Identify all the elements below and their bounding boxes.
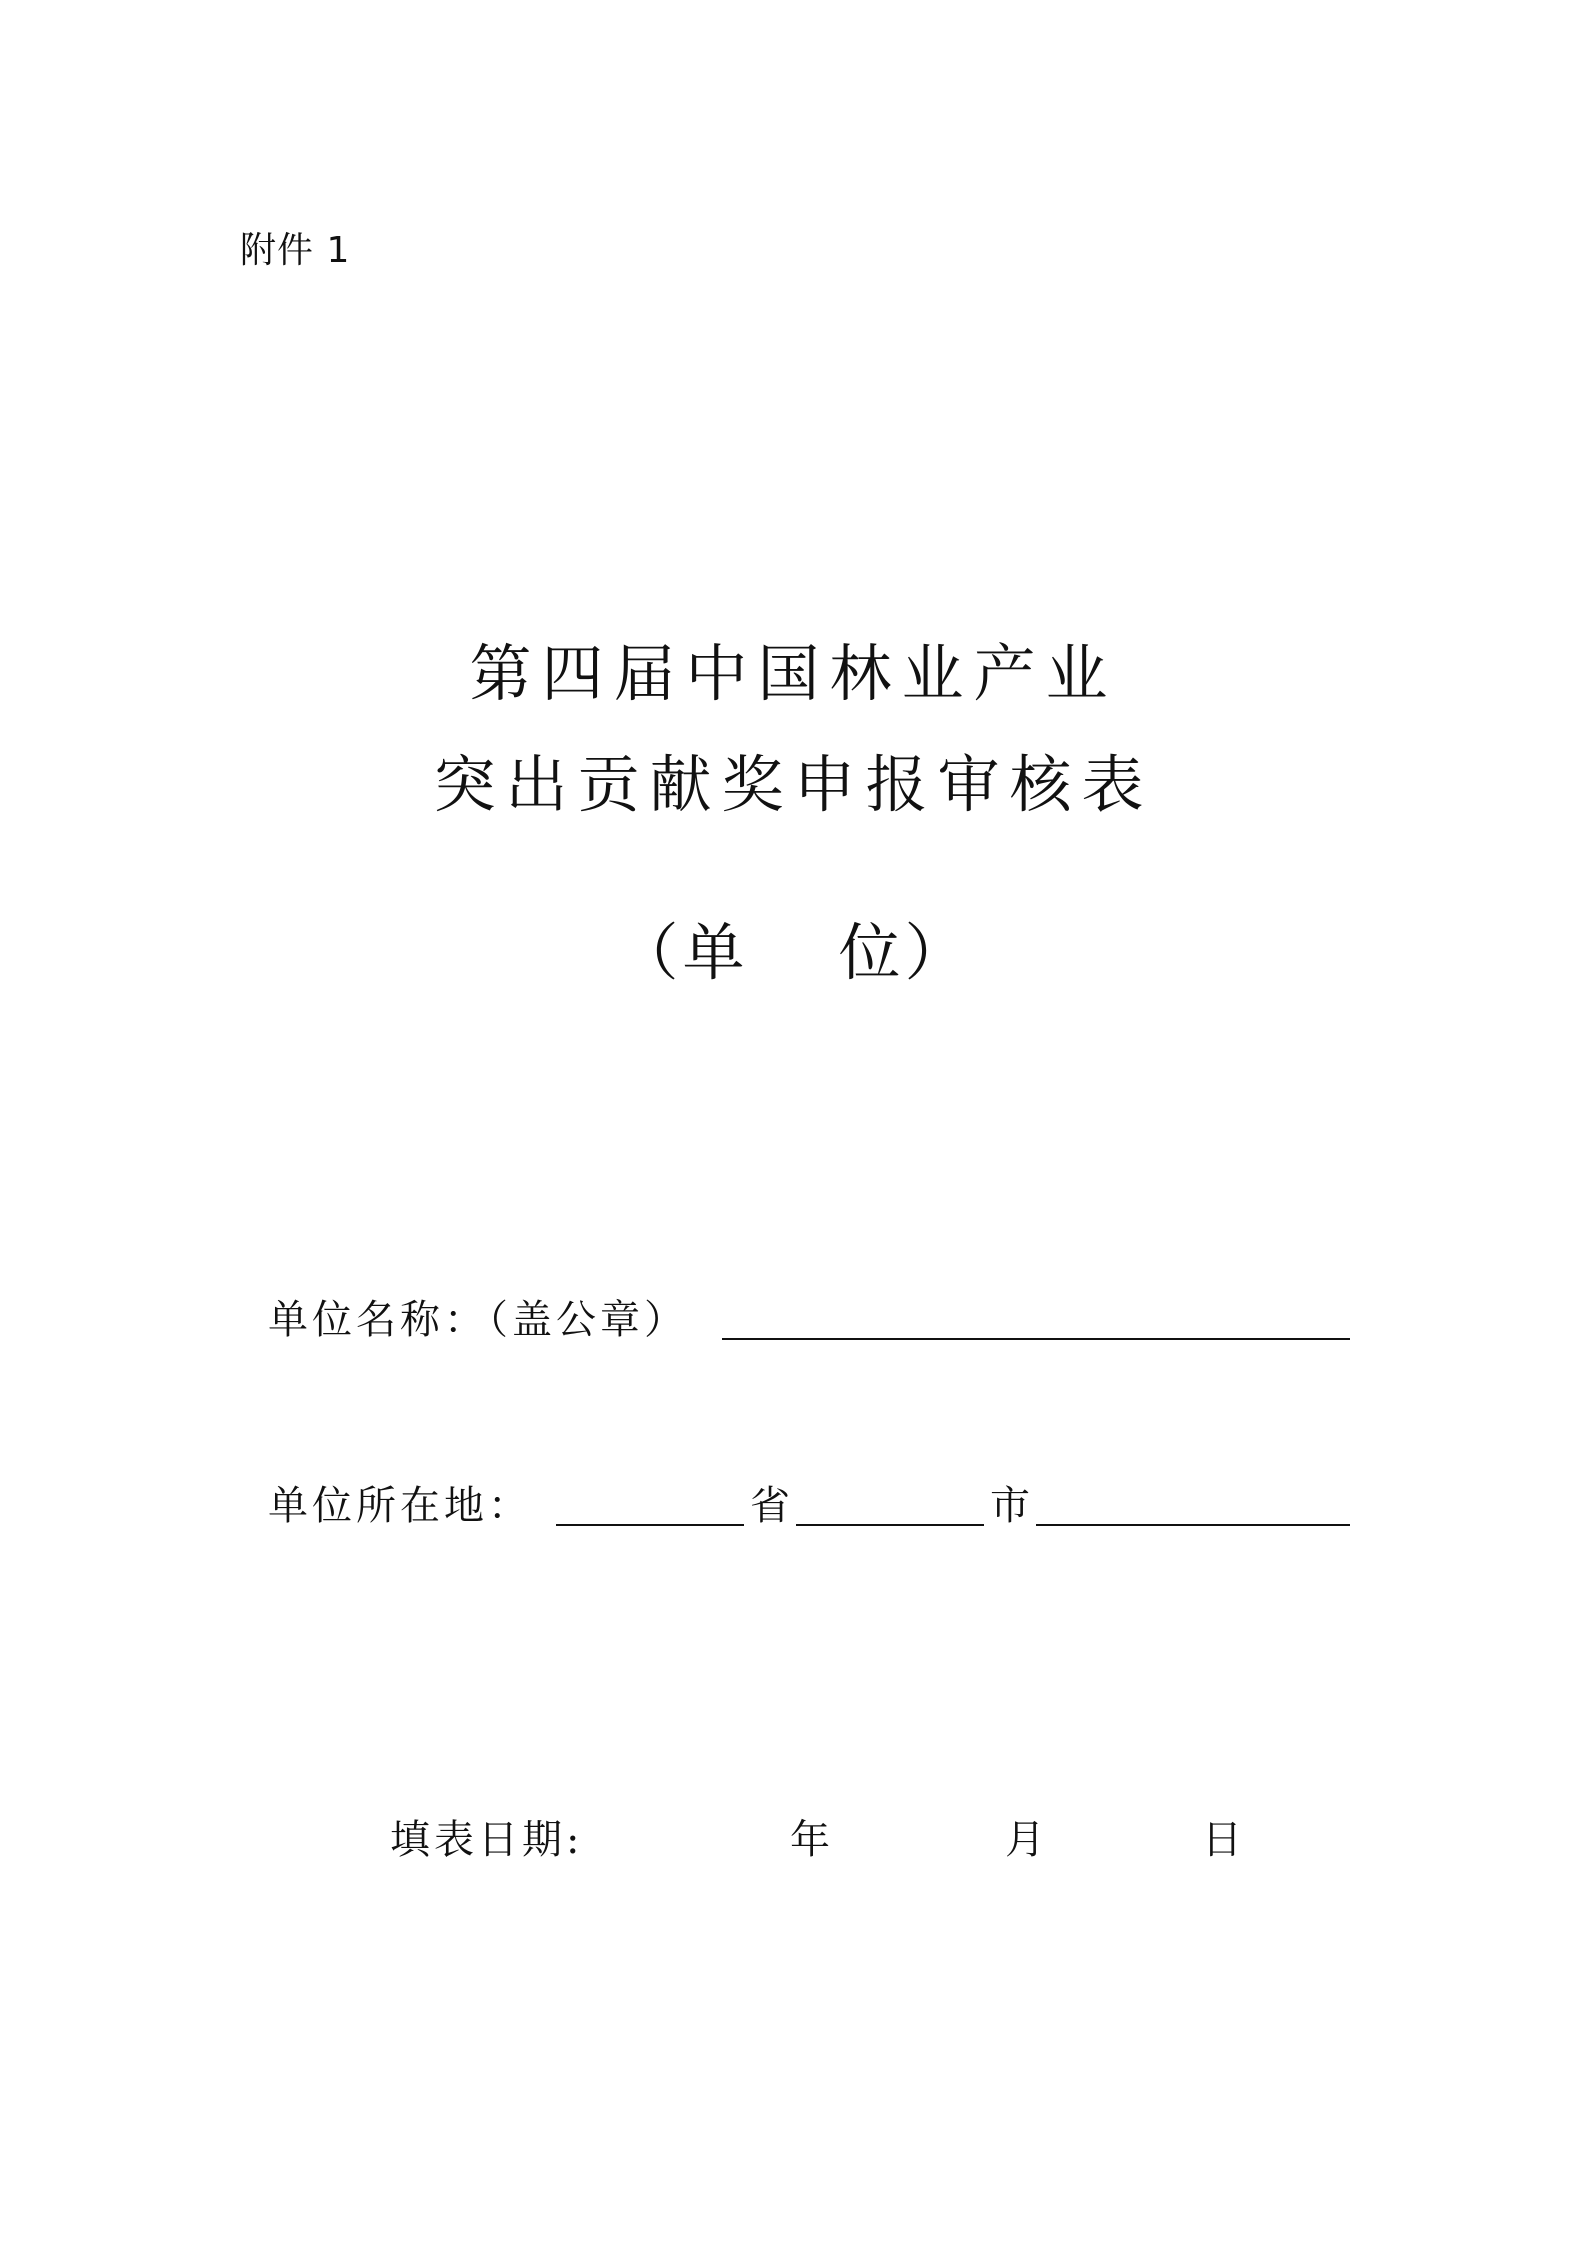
subtitle-close-paren: ） [904, 916, 971, 989]
document-title-line-1: 第四届中国林业产业 [469, 637, 1118, 710]
city-label: 市 [990, 1483, 1034, 1529]
document-subtitle [0, 903, 1587, 992]
district-blank[interactable] [1036, 1524, 1350, 1526]
province-blank[interactable] [556, 1524, 744, 1526]
unit-name-label: 单位名称：（盖公章） [268, 1297, 688, 1343]
subtitle-char-1: 单 [682, 916, 749, 989]
unit-location-label: 单位所在地： [268, 1483, 532, 1529]
year-label: 年 [790, 1817, 834, 1863]
subtitle-open-paren: （ [616, 916, 683, 989]
city-blank[interactable] [796, 1524, 984, 1526]
fill-date-label: 填表日期: [390, 1817, 584, 1863]
province-label: 省 [750, 1483, 794, 1529]
subtitle-char-2: 位 [838, 916, 905, 989]
unit-name-blank[interactable] [722, 1338, 1350, 1340]
document-title-line-2: 突出贡献奖申报审核表 [433, 748, 1154, 821]
month-label: 月 [1005, 1817, 1049, 1863]
day-label: 日 [1202, 1817, 1246, 1863]
attachment-label: 附件 1 [240, 230, 351, 271]
